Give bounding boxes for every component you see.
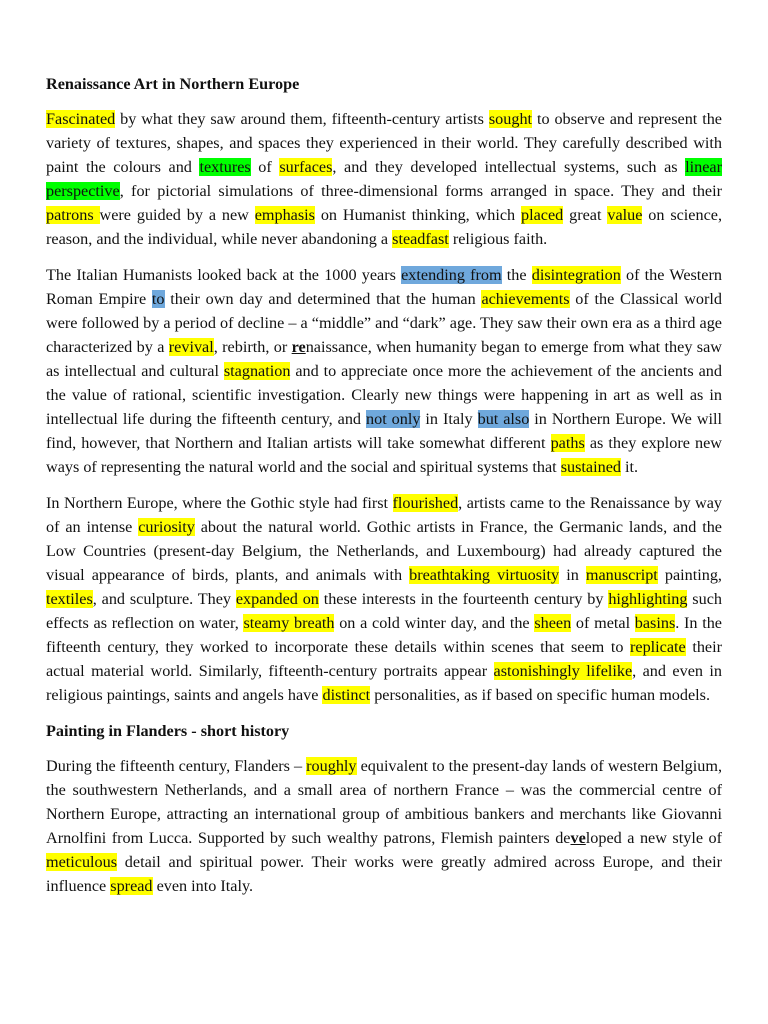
highlighted-phrase: breathtaking virtuosity (409, 566, 560, 584)
text-run: , and even in religious paintings, saints and angels have (46, 662, 722, 704)
text-run: such effects as reflection on water, (46, 590, 722, 632)
highlighted-phrase: placed (521, 206, 564, 224)
text-run: naissance, when humanity began to emerge from what they saw as intellectual and cultural (46, 338, 722, 380)
highlighted-phrase: paths (550, 434, 585, 452)
text-run: by what they saw around them, fifteenth-century artists (115, 110, 489, 128)
text-run: about the natural world. Gothic artists in France, the Germanic lands, and the Low Countries (present-day Belgium, the Netherlands, and Luxembourg) had already captured the visual appearance of birds, plants, and animals with (46, 518, 722, 584)
highlighted-phrase: flourished (392, 494, 459, 512)
text-run: on science, reason, and the individual, while never abandoning a (46, 206, 723, 248)
highlighted-phrase: steamy breath (243, 614, 335, 632)
emphasized-letters: ve (570, 829, 586, 847)
text-run: . In the fifteenth century, they worked to incorporate these details within scenes that seem to (46, 614, 722, 656)
text-run: in Northern Europe. We will find, however, that Northern and Italian artists will take somewhat different (46, 410, 723, 452)
highlighted-phrase: sought (488, 110, 533, 128)
paragraph-4 (46, 754, 722, 898)
text-run: on Humanist thinking, which (314, 206, 521, 224)
highlighted-phrase: curiosity (138, 518, 195, 536)
highlighted-phrase: roughly (306, 757, 357, 775)
text-run: great (563, 206, 608, 224)
text-run: During the fifteenth century, Flanders – (46, 757, 307, 775)
text-run: , and sculpture. They (92, 590, 236, 608)
text-run: to observe and represent the variety of textures, shapes, and spaces they experienced in their world. They carefully described with paint the colours and (46, 110, 722, 176)
highlighted-phrase: but also (477, 410, 530, 428)
text-run: of the Classical world were followed by a period of decline – a “middle” and “dark” age. They saw their own era as a third age characterized by a (46, 290, 722, 356)
text-run: equivalent to the present-day lands of western Belgium, the southwestern Netherlands, and a small area of northern France – was the commercial centre of Northern Europe, attracting an international group of ambitious bankers and merchants like Giovanni Arnolfini from Lucca. Supported by such wealthy patrons, Flemish painters de (46, 757, 723, 847)
text-run: religious faith. (448, 230, 548, 248)
highlighted-phrase: value (607, 206, 643, 224)
highlighted-phrase: replicate (630, 638, 686, 656)
highlighted-phrase: revival (168, 338, 214, 356)
text-run: of (250, 158, 280, 176)
text-run: and to appreciate once more the achievement of the ancients and the value of rational, scientific investigation. Clearly new things were happening in art as well as in intellectual life during the fifteenth century, and (46, 362, 722, 428)
highlighted-phrase: distinct (322, 686, 371, 704)
emphasized-letters: re (291, 338, 306, 356)
highlighted-phrase: to (151, 290, 165, 308)
highlighted-phrase: sheen (534, 614, 572, 632)
text-run: The Italian Humanists looked back at the 1000 years (46, 266, 402, 284)
highlighted-phrase: textiles (46, 590, 93, 608)
text-run: painting, (657, 566, 722, 584)
highlighted-phrase: spread (110, 877, 153, 895)
paragraph-1 (46, 107, 722, 251)
highlighted-phrase: not only (366, 410, 421, 428)
text-run: personalities, as if based on specific human models. (370, 686, 711, 704)
text-run: on a cold winter day, and the (334, 614, 535, 632)
text-run: were guided by a new (99, 206, 255, 224)
highlighted-phrase: sustained (560, 458, 621, 476)
text-run: even into Italy. (152, 877, 254, 895)
highlighted-phrase: textures (199, 158, 251, 176)
text-run: In Northern Europe, where the Gothic style had first (46, 494, 393, 512)
highlighted-phrase: surfaces (279, 158, 333, 176)
text-run: these interests in the fourteenth century by (318, 590, 609, 608)
highlighted-phrase: achievements (481, 290, 570, 308)
heading-renaissance-art: Renaissance Art in Northern Europe (46, 75, 300, 93)
text-run: the (501, 266, 532, 284)
highlighted-phrase: astonishingly lifelike (493, 662, 633, 680)
highlighted-phrase: highlighting (608, 590, 688, 608)
text-run: , artists came to the Renaissance by way of an intense (46, 494, 722, 536)
highlighted-phrase: expanded on (235, 590, 319, 608)
highlighted-phrase: basins (634, 614, 676, 632)
document-page (46, 72, 722, 910)
text-run: of the Western Roman Empire (46, 266, 722, 308)
text-run: in (559, 566, 586, 584)
heading-painting-in-flanders: Painting in Flanders - short history (46, 722, 290, 740)
text-run: it. (620, 458, 639, 476)
text-run: their own day and determined that the human (164, 290, 482, 308)
highlighted-phrase: meticulous (46, 853, 118, 871)
text-run: detail and spiritual power. Their works were greatly admired across Europe, and their influence (46, 853, 722, 895)
highlighted-phrase: emphasis (254, 206, 315, 224)
paragraph-3 (46, 491, 722, 707)
text-run: in Italy (420, 410, 478, 428)
text-run: , for pictorial simulations of three-dimensional forms arranged in space. They and their (119, 182, 722, 200)
highlighted-phrase: Fascinated (46, 110, 116, 128)
highlighted-phrase: manuscript (585, 566, 658, 584)
highlighted-phrase: linear perspective (46, 158, 723, 200)
highlighted-phrase: patrons (46, 206, 100, 224)
paragraph-2 (46, 263, 722, 479)
highlighted-phrase: stagnation (223, 362, 291, 380)
text-run: , and they developed intellectual systems, such as (332, 158, 686, 176)
highlighted-phrase: extending from (401, 266, 502, 284)
text-run: of metal (571, 614, 635, 632)
text-run: loped a new style of (585, 829, 722, 847)
text-run: as they explore new ways of representing the natural world and the social and spiritual systems that (46, 434, 722, 476)
text-run: their actual material world. Similarly, fifteenth-century portraits appear (46, 638, 722, 680)
text-run: , rebirth, or (213, 338, 292, 356)
highlighted-phrase: disintegration (531, 266, 621, 284)
highlighted-phrase: steadfast (392, 230, 449, 248)
